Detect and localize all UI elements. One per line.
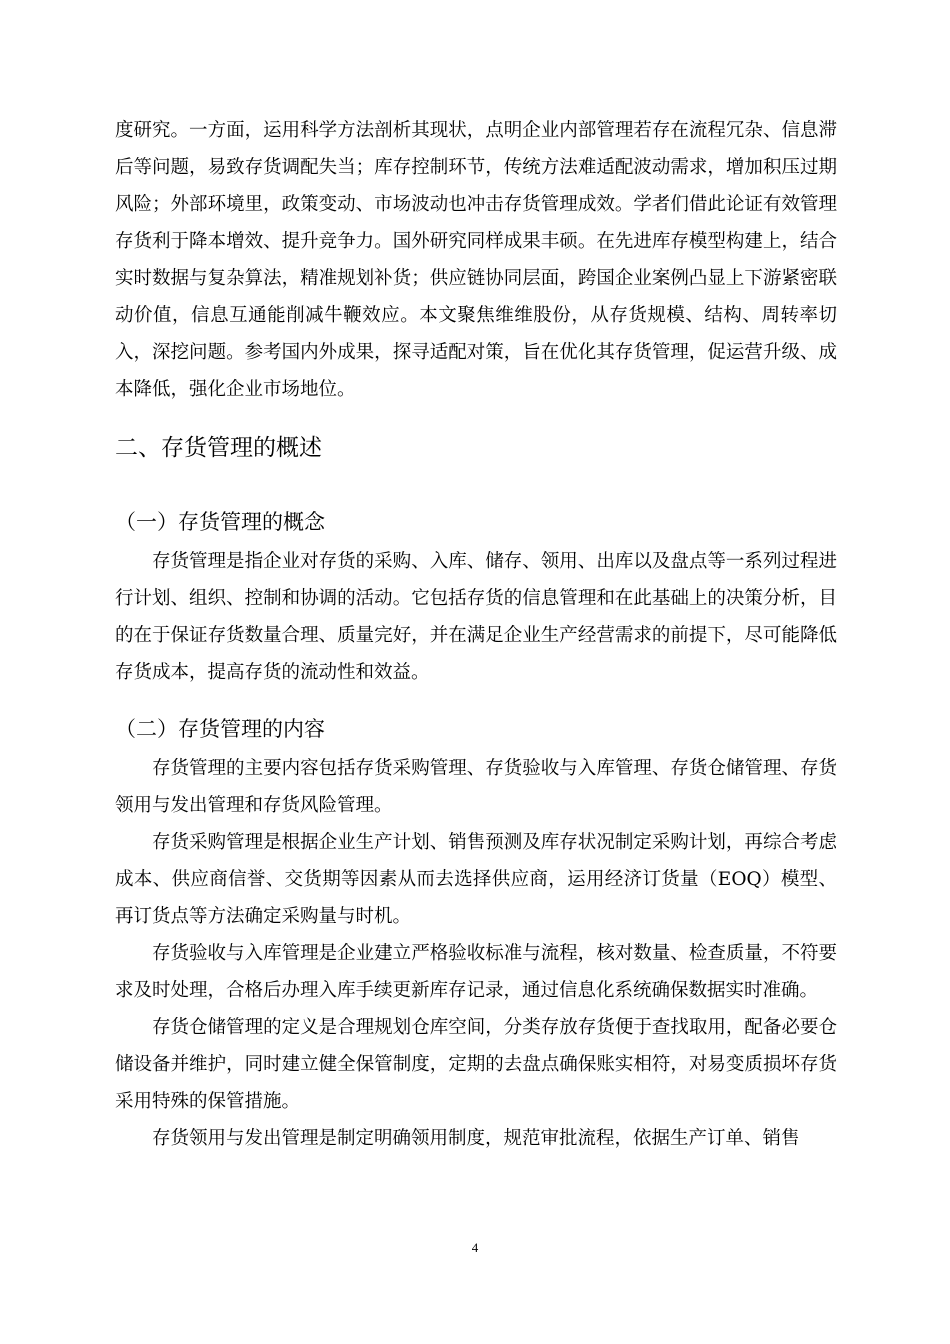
section-heading: 二、存货管理的概述 [115, 435, 322, 461]
subsection-heading-concept: （一）存货管理的概念 [115, 510, 325, 534]
content-paragraph-acceptance: 存货验收与入库管理是企业建立严格验收标准与流程，核对数量、检查质量，不符要求及时处理，合格后办理入库手续更新库存记录，通过信息化系统确保数据实时准确。 [115, 943, 837, 1001]
page-content [115, 112, 837, 1157]
page-number: 4 [471, 1240, 479, 1255]
content-paragraph-overview: 存货管理的主要内容包括存货采购管理、存货验收与入库管理、存货仓储管理、存货领用与发出管理和存货风险管理。 [115, 758, 837, 816]
content-paragraph-warehousing: 存货仓储管理的定义是合理规划仓库空间，分类存放存货便于查找取用，配备必要仓储设备并维护，同时建立健全保管制度，定期的去盘点确保账实相符，对易变质损坏存货采用特殊的保管措施。 [115, 1017, 837, 1112]
subsection-heading-content: （二）存货管理的内容 [115, 717, 325, 741]
concept-paragraph: 存货管理是指企业对存货的采购、入库、储存、领用、出库以及盘点等一系列过程进行计划、组织、控制和协调的活动。它包括存货的信息管理和在此基础上的决策分析，目的在于保证存货数量合理、质量完好，并在满足企业生产经营需求的前提下，尽可能降低存货成本，提高存货的流动性和效益。 [115, 551, 837, 683]
content-paragraph-procurement: 存货采购管理是根据企业生产计划、销售预测及库存状况制定采购计划，再综合考虑成本、供应商信誉、交货期等因素从而去选择供应商，运用经济订货量（EOQ）模型、再订货点等方法确定采购量与时机。 [115, 832, 837, 927]
intro-paragraph: 度研究。一方面，运用科学方法剖析其现状，点明企业内部管理若存在流程冗杂、信息滞后等问题，易致存货调配失当；库存控制环节，传统方法难适配波动需求，增加积压过期风险；外部环境里，政策变动、市场波动也冲击存货管理成效。学者们借此论证有效管理存货利于降本增效、提升竞争力。国外研究同样成果丰硕。在先进库存模型构建上，结合实时数据与复杂算法，精准规划补货；供应链协同层面，跨国企业案例凸显上下游紧密联动价值，信息互通能削减牛鞭效应。本文聚焦维维股份，从存货规模、结构、周转率切入，深挖问题。参考国内外成果，探寻适配对策，旨在优化其存货管理，促运营升级、成本降低，强化企业市场地位。 [115, 120, 837, 400]
content-paragraph-issuance: 存货领用与发出管理是制定明确领用制度，规范审批流程，依据生产订单、销售 [152, 1128, 800, 1149]
